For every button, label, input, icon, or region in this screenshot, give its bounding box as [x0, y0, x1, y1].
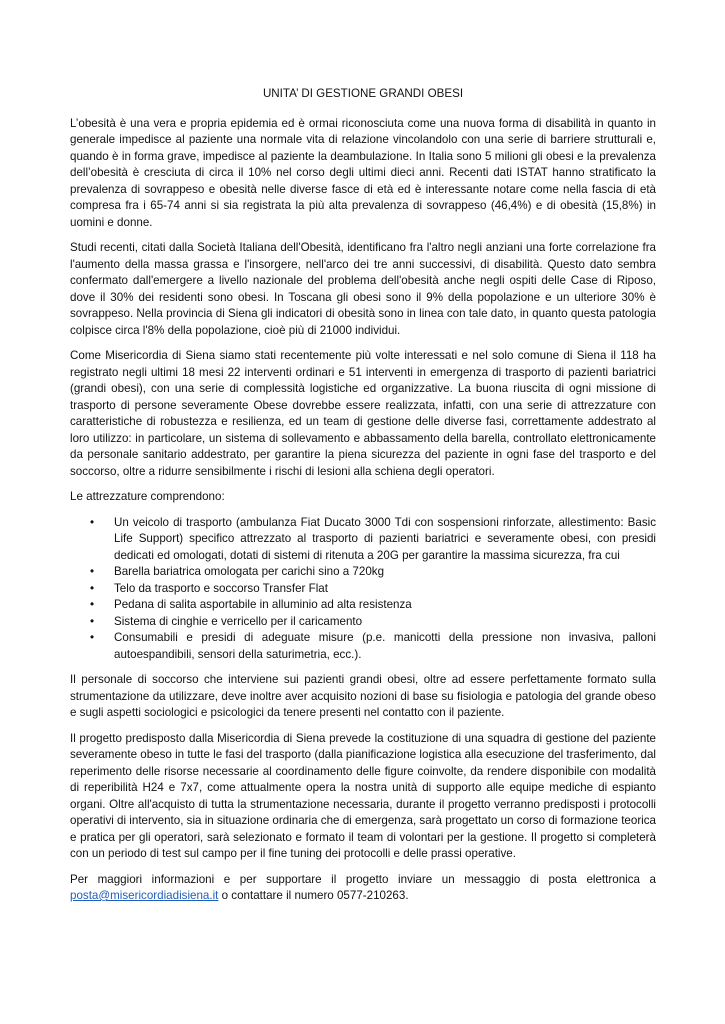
- list-item-text: Pedana di salita asportabile in alluminio ad alta resistenza: [114, 598, 412, 611]
- bullet-icon: •: [90, 515, 95, 529]
- list-item: [70, 564, 656, 581]
- paragraph-studies: Studi recenti, citati dalla Società Italiana dell'Obesità, identificano fra l'altro negli anziani una forte correlazione fra l'aumento della massa grassa e l'insorgere, nell'arco dei tre anni successivi, di disabilità. Questo dato sembra confermato dall'emergere a livello nazionale del problema dell'obesità anche negli ospiti delle Case di Riposo, dove il 30% dei residenti sono obesi. In Toscana gli obesi sono il 9% della popolazione e un ulteriore 30% è sovrappeso. Nella provincia di Siena gli indicatori di obesità sono in linea con tale dato, in quanto questa patologia colpisce circa l'8% della popolazione, cioè più di 21000 individui.: [70, 241, 656, 337]
- list-item-text: Consumabili e presidi di adeguate misure (p.e. manicotti della pressione non invasiva, palloni autoespandibili, sensori della saturimetria, ecc.).: [114, 631, 656, 661]
- list-item-text: Un veicolo di trasporto (ambulanza Fiat Ducato 3000 Tdi con sospensioni rinforzate, allestimento: Basic Life Support) specifico attrezzato al trasporto di pazienti bariatrici e severamente obesi, con presidi dedicati ed omologati, dotati di sistemi di ritenuta a 20G per garantire la massima sicurezza, fra cui: [114, 515, 656, 562]
- bullet-icon: •: [90, 631, 95, 644]
- bullet-icon: •: [90, 581, 95, 595]
- list-item: [70, 581, 656, 598]
- list-item: [70, 515, 656, 565]
- equipment-list: [70, 515, 656, 664]
- paragraph-contact: [70, 872, 656, 905]
- paragraph-project: Il progetto predisposto dalla Misericordia di Siena prevede la costituzione di una squadra di gestione del paziente severamente obeso in tutte le fasi del trasporto (dalla pianificazione logistica alla esecuzione del trasferimento, dal reperimento delle risorse necessarie al coordinamento delle figure coinvolte, da rendere disponibile con modalità di reperibilità H24 e 7x7, come attualmente opera la nostra unità di supporto alle equipe mediche di espianto organi. Oltre all'acquisto di tutta la strumentazione necessaria, durante il progetto verranno predisposti i protocolli operativi di intervento, sia in situazione ordinaria che di emergenza, sarà progettato un corso di formazione teorica e pratica per gli operatori, sarà selezionato e formato il team di volontari per la gestione. Il progetto si completerà con un periodo di test sul campo per il fine tuning dei protocolli e delle prassi operative.: [70, 731, 656, 860]
- email-link[interactable]: posta@misericordiadisiena.it: [70, 889, 219, 902]
- paragraph-intro: L’obesità è una vera e propria epidemia ed è ormai riconosciuta come una nuova forma di disabilità in quanto in generale impedisce al paziente una normale vita di relazione vincolandolo con una serie di barriere strutturali e, quando è in forma grave, impedisce al paziente la deambulazione. In Italia sono 5 milioni gli obesi e la prevalenza dell’obesità è cresciuta di circa il 10% nel corso degli ultimi dieci anni. Recenti dati ISTAT hanno stratificato la prevalenza di sovrappeso e obesità nelle diverse fasce di età ed è interessante notare come nella fascia di età compresa fra i 65-74 anni si sia registrata la più alta prevalenza di sovrappeso (46,4%) e di obesità (15,8%) in uomini e donne.: [70, 116, 656, 229]
- list-item-text: Telo da trasporto e soccorso Transfer Flat: [114, 581, 328, 595]
- paragraph-personnel: Il personale di soccorso che interviene sui pazienti grandi obesi, oltre ad essere perfettamente formato sulla strumentazione da utilizzare, deve inoltre aver acquisito nozioni di base su fisiologia e patologia del grande obeso e sugli aspetti sociologici e psicologici da tenere presenti nel contatto con il paziente.: [70, 673, 656, 719]
- list-item-text: Barella bariatrica omologata per carichi sino a 720kg: [114, 565, 385, 578]
- list-item: [70, 614, 656, 631]
- list-item-text: Sistema di cinghie e verricello per il caricamento: [114, 614, 363, 628]
- bullet-icon: •: [90, 614, 95, 628]
- list-item: [70, 630, 656, 663]
- document-page: [70, 86, 656, 914]
- document-title: UNITA’ DI GESTIONE GRANDI OBESI: [262, 87, 464, 100]
- bullet-icon: •: [90, 598, 95, 611]
- list-item: [70, 597, 656, 614]
- bullet-icon: •: [90, 565, 95, 578]
- paragraph-equipment-intro: Le attrezzature comprendono:: [70, 490, 225, 503]
- contact-text-start: Per maggiori informazioni e per supportare il progetto inviare un messaggio di posta elettronica a: [70, 872, 656, 886]
- contact-text-end: o contattare il numero 0577-210263.: [221, 889, 409, 902]
- paragraph-misericordia: Come Misericordia di Siena siamo stati recentemente più volte interessati e nel solo comune di Siena il 118 ha registrato negli ultimi 18 mesi 22 interventi ordinari e 51 interventi in emergenza di trasporto di pazienti bariatrici (grandi obesi), con una serie di complessità logistiche ed organizzative. La buona riuscita di ogni missione di trasporto di persone severamente Obese dovrebbe essere realizzata, infatti, con una serie di attrezzature con caratteristiche di robustezza e resilienza, ed un team di gestione delle diverse fasi, correttamente addestrato al loro utilizzo: in particolare, un sistema di sollevamento e abbassamento della barella, controllato elettronicamente da personale sanitario addestrato, per garantire la piena sicurezza del paziente in ogni fase del trasporto e del soccorso, oltre a ridurre sensibilmente i rischi di lesioni alla schiena degli operatori.: [70, 349, 656, 478]
